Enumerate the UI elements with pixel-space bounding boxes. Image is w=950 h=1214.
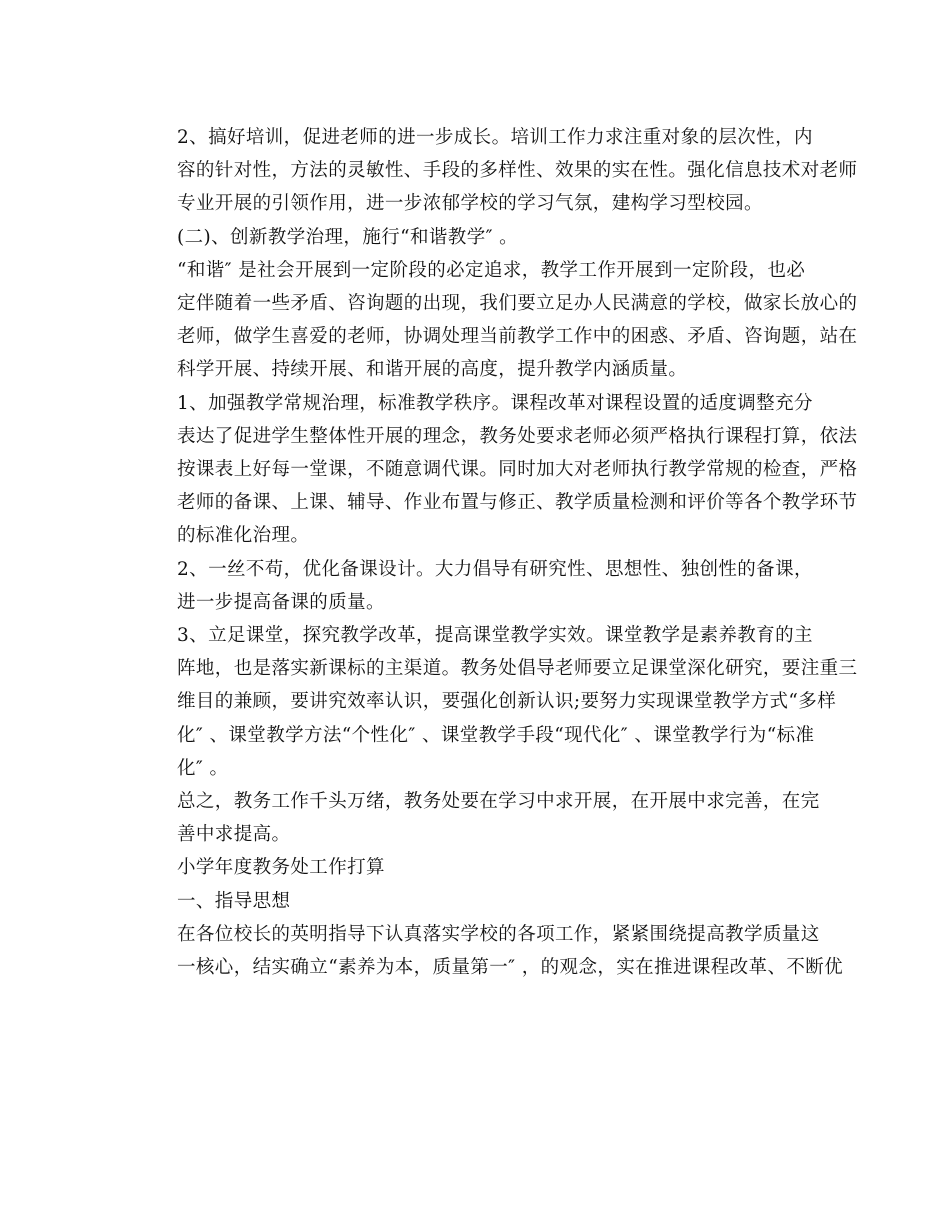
text-line: 一、指导思想 — [177, 890, 291, 912]
paragraph-training — [140, 121, 858, 221]
document-page — [140, 121, 858, 984]
text-line: 在各位校长的英明指导下认真落实学校的各项工作，紧紧围绕提高教学质量这 — [177, 923, 820, 945]
text-line: 2、一丝不苟，优化备课设计。大力倡导有研究性、思想性、独创性的备课， — [177, 558, 813, 580]
paragraph-summary — [140, 785, 820, 851]
text-line: 小学年度教务处工作打算 — [177, 857, 385, 879]
text-line: 表达了促进学生整体性开展的理念，教务处要求老师必须严格执行课程打算，依法 — [177, 425, 858, 447]
text-line: 化″ 、课堂教学方法“个性化″ 、课堂教学手段“现代化″ 、课堂教学行为“标准 — [177, 724, 815, 746]
text-line: 1、加强教学常规治理，标准教学秩序。课程改革对课程设置的适度调整充分 — [177, 392, 813, 414]
paragraph-classroom-reform — [140, 619, 858, 785]
text-line: 定伴随着一些矛盾、咨询题的出现，我们要立足办人民满意的学校，做家长放心的 — [177, 293, 858, 315]
text-line: “和谐″ 是社会开展到一定阶段的必定追求，教学工作开展到一定阶段，也必 — [177, 259, 806, 281]
paragraph-routine-management — [140, 387, 858, 553]
text-line: 2、搞好培训，促进老师的进一步成长。培训工作力求注重对象的层次性，内 — [177, 127, 813, 148]
text-line: 的标准化治理。 — [177, 525, 310, 547]
paragraph-guiding-thought — [140, 918, 844, 984]
text-line: 老师，做学生喜爱的老师，协调处理当前教学工作中的困惑、矛盾、咨询题，站在 — [177, 326, 858, 348]
text-line: 阵地，也是落实新课标的主渠道。教务处倡导老师要立足课堂深化研究，要注重三 — [177, 658, 858, 680]
text-line: (二)、创新教学治理，施行“和谐教学″ 。 — [177, 226, 519, 248]
text-line: 维目的兼顾，要讲究效率认识，要强化创新认识;要努力实现课堂教学方式“多样 — [177, 691, 837, 713]
text-line: 3、立足课堂，探究教学改革，提高课堂教学实效。课堂教学是素养教育的主 — [177, 625, 813, 647]
text-line: 科学开展、持续开展、和谐开展的高度，提升教学内涵质量。 — [177, 359, 688, 381]
text-line: 一核心，结实确立“素养为本，质量第一″ ，的观念，实在推进课程改革、不断优 — [177, 957, 844, 979]
text-line: 老师的备课、上课、辅导、作业布置与修正、教学质量检测和评价等各个教学环节 — [177, 492, 858, 514]
text-line: 按课表上好每一堂课，不随意调代课。同时加大对老师执行教学常规的检查，严格 — [177, 459, 858, 481]
document-subtitle — [140, 851, 812, 884]
text-line: 化″ 。 — [177, 757, 229, 779]
section-heading-guiding-thought — [140, 885, 812, 918]
text-line: 专业开展的引领作用，进一步浓郁学校的学习气氛，建构学习型校园。 — [177, 193, 763, 215]
paragraph-lesson-prep — [140, 553, 812, 619]
text-line: 进一步提高备课的质量。 — [177, 591, 385, 613]
text-line: 善中求提高。 — [177, 824, 291, 846]
paragraph-harmony — [140, 254, 858, 387]
section-heading-harmony-teaching — [140, 221, 812, 254]
text-line: 容的针对性，方法的灵敏性、手段的多样性、效果的实在性。强化信息技术对老师 — [177, 160, 858, 182]
text-line: 总之，教务工作千头万绪，教务处要在学习中求开展，在开展中求完善，在完 — [177, 791, 820, 813]
